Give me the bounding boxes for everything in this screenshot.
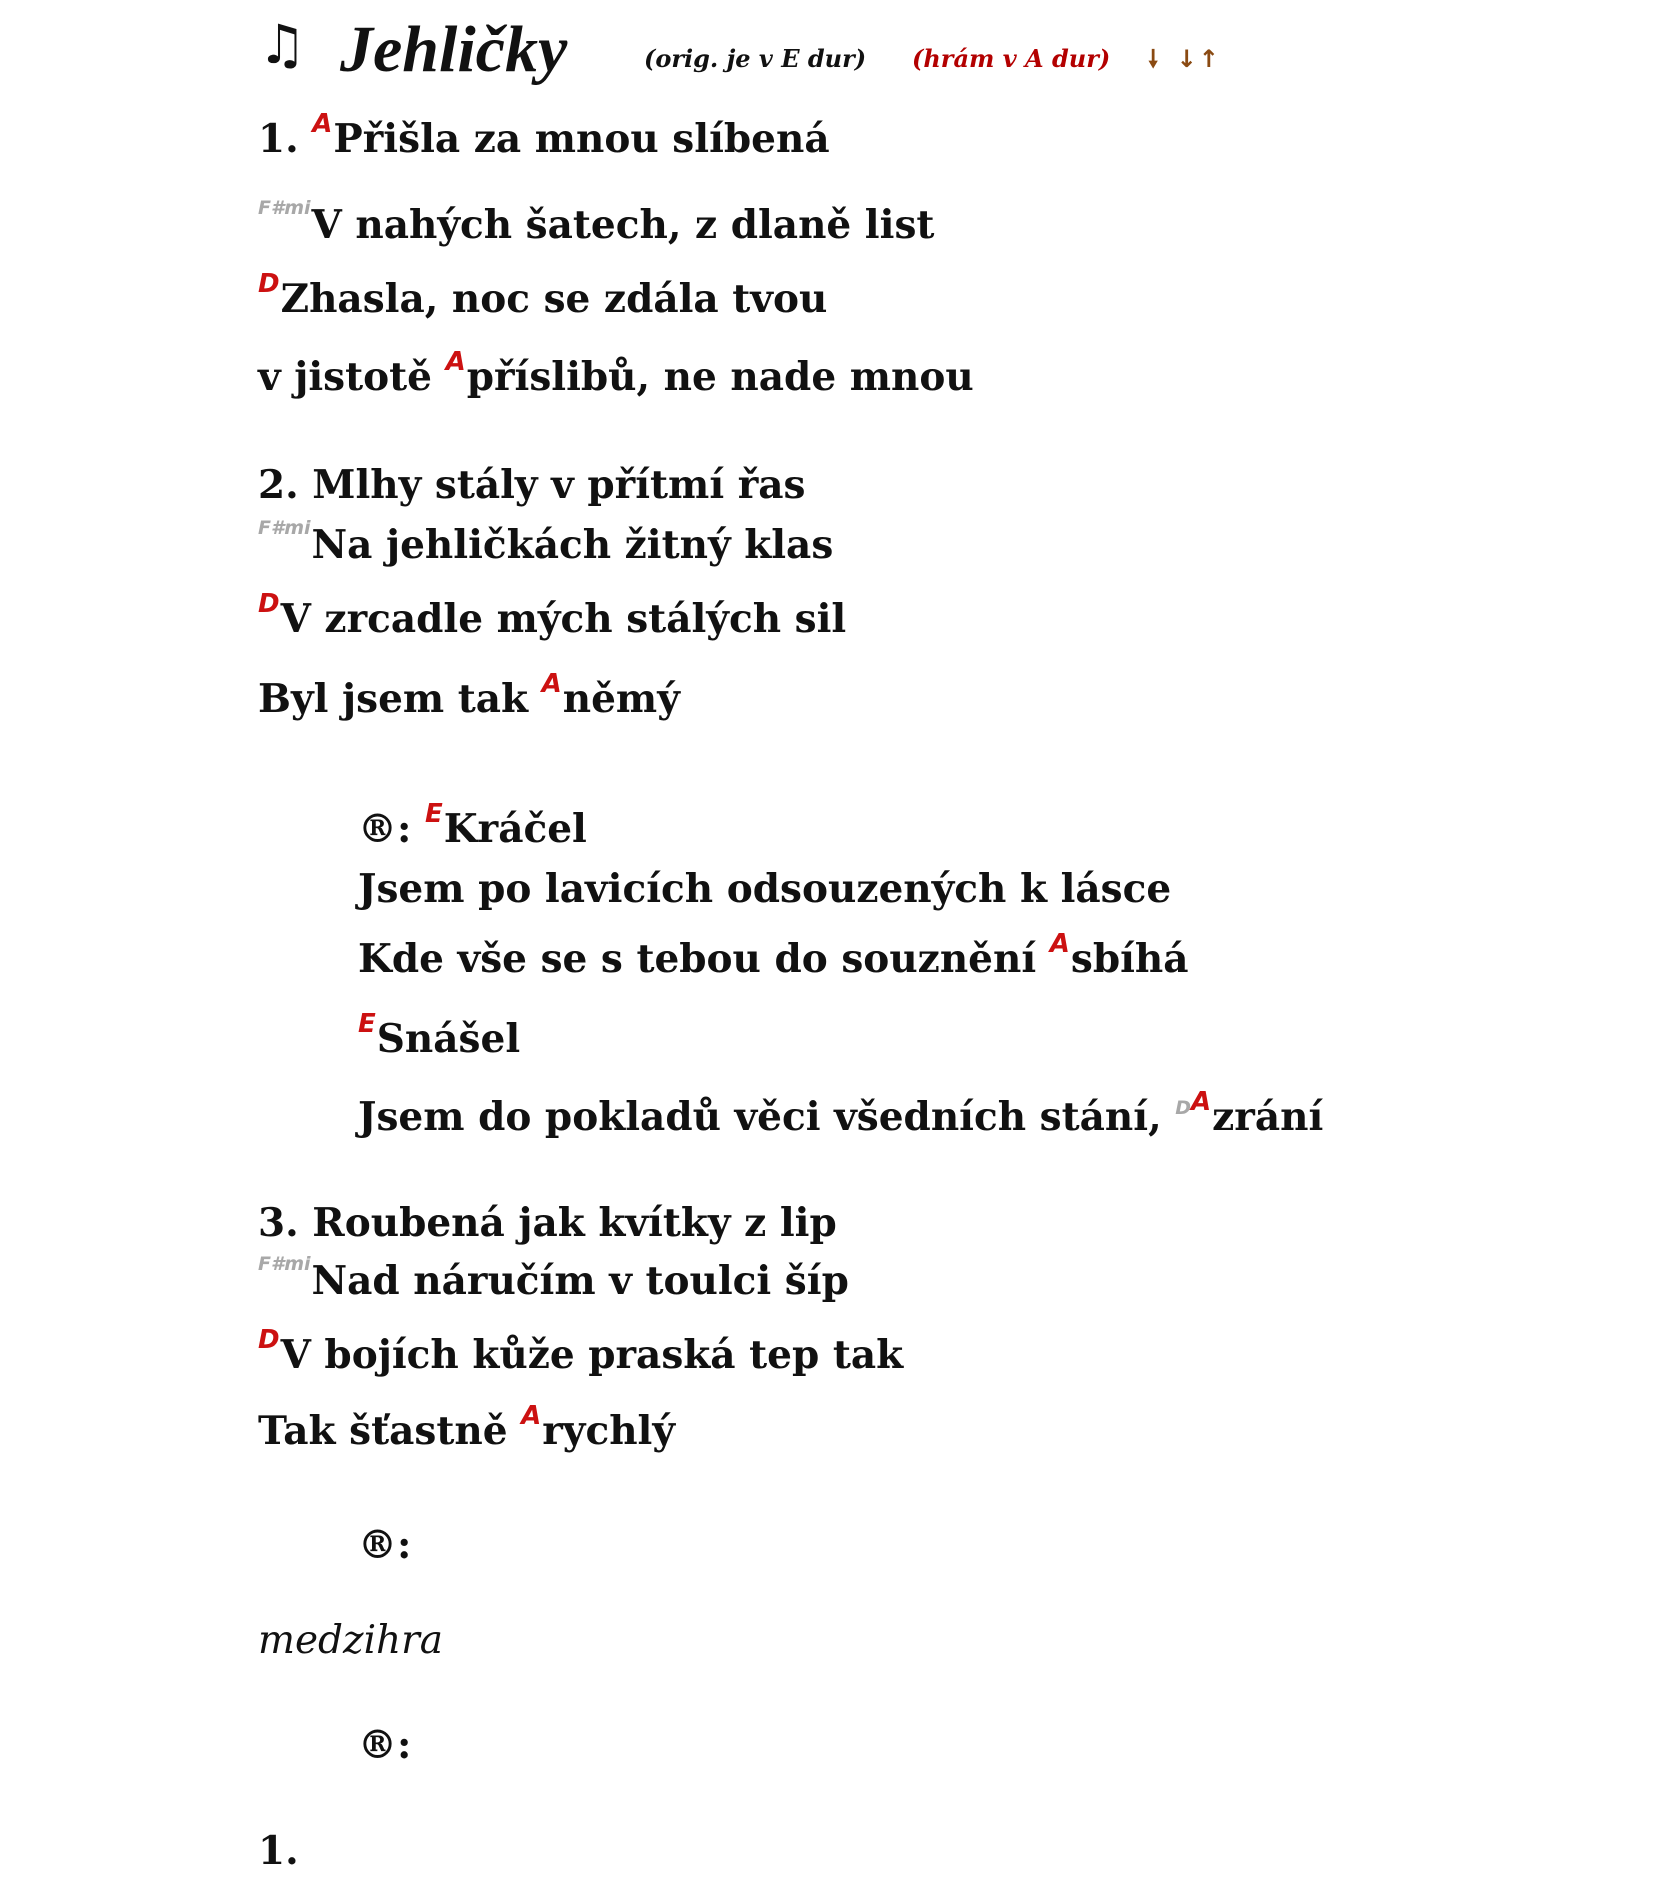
chord: A bbox=[1049, 929, 1070, 959]
verse2-line1 bbox=[258, 462, 806, 508]
chorus-line4 bbox=[358, 1009, 521, 1062]
verse2-line4 bbox=[258, 669, 680, 722]
lyric: příslibů, ne nade mnou bbox=[466, 354, 974, 400]
music-note-icon: ♫ bbox=[258, 13, 307, 76]
chord: A bbox=[312, 109, 333, 139]
transpose-controls bbox=[1148, 42, 1227, 83]
chord: F#mi bbox=[258, 1253, 311, 1275]
lyric: sbíhá bbox=[1070, 936, 1189, 982]
chorus-line2 bbox=[358, 866, 1172, 912]
lyric: 2. Mlhy stály v přítmí řas bbox=[258, 462, 806, 508]
chord: D bbox=[258, 269, 280, 299]
chorus-mark: ®: bbox=[358, 1722, 412, 1768]
lyric: němý bbox=[562, 676, 680, 722]
lyric: 3. Roubená jak kvítky z lip bbox=[258, 1200, 837, 1246]
lyric: V nahých šatech, z dlaně list bbox=[311, 202, 935, 248]
chorus-mark: ®: bbox=[358, 806, 425, 852]
verse1-line3 bbox=[258, 269, 828, 322]
chord: E bbox=[358, 1009, 376, 1039]
chorus-reference bbox=[358, 1722, 412, 1768]
verse1-line1 bbox=[258, 109, 830, 162]
chord: A bbox=[541, 669, 562, 699]
verse-number: 1. bbox=[258, 116, 313, 162]
verse3-line3 bbox=[258, 1325, 904, 1378]
chorus-line5 bbox=[358, 1087, 1324, 1140]
verse3-line2 bbox=[258, 1253, 849, 1304]
lyric: V bojích kůže praská tep tak bbox=[280, 1332, 904, 1378]
chord: A bbox=[521, 1401, 542, 1431]
verse1-line2 bbox=[258, 197, 935, 248]
lyric: Kráčel bbox=[443, 806, 587, 852]
lyric: Jsem do pokladů věci všedních stání, bbox=[358, 1094, 1176, 1140]
lyric: V zrcadle mých stálých sil bbox=[280, 596, 847, 642]
lyric: Zhasla, noc se zdála tvou bbox=[280, 276, 828, 322]
transpose-swap-icon[interactable]: ↓↑ bbox=[1176, 45, 1221, 73]
verse3-line4 bbox=[258, 1401, 676, 1454]
lyric: Byl jsem tak bbox=[258, 676, 542, 722]
transpose-down-icon[interactable]: 🠗 bbox=[1148, 45, 1161, 73]
lyric: Nad náručím v toulci šíp bbox=[311, 1258, 849, 1304]
verse1-line4 bbox=[258, 347, 974, 400]
original-key: (orig. je v E dur) bbox=[644, 44, 867, 73]
chord: F#mi bbox=[258, 197, 311, 219]
lyric: Kde vše se s tebou do souznění bbox=[358, 936, 1050, 982]
chorus-reference bbox=[358, 1522, 412, 1568]
play-key: (hrám v A dur) bbox=[912, 44, 1111, 73]
chord: F#mi bbox=[258, 517, 311, 539]
chord: D bbox=[258, 1325, 280, 1355]
chorus-line1 bbox=[358, 799, 587, 852]
song-title: Jehličky bbox=[340, 13, 568, 86]
verse-reference bbox=[258, 1828, 299, 1874]
chord: A bbox=[445, 347, 466, 377]
chorus-mark: ®: bbox=[358, 1522, 412, 1568]
lyric: rychlý bbox=[542, 1408, 676, 1454]
interlude-label: medzihra bbox=[258, 1618, 444, 1663]
verse3-line1 bbox=[258, 1200, 837, 1246]
lyric: Snášel bbox=[376, 1016, 521, 1062]
verse2-line3 bbox=[258, 589, 847, 642]
chord: A bbox=[1191, 1087, 1212, 1117]
verse-number: 1. bbox=[258, 1828, 299, 1874]
lyric: v jistotě bbox=[258, 354, 446, 400]
chorus-line3 bbox=[358, 929, 1189, 982]
lyric: Tak šťastně bbox=[258, 1408, 522, 1454]
chord: E bbox=[424, 799, 443, 829]
verse2-line2 bbox=[258, 517, 834, 568]
lyric: Na jehličkách žitný klas bbox=[311, 522, 834, 568]
lyric: zrání bbox=[1212, 1094, 1324, 1140]
lyric: Přišla za mnou slíbená bbox=[333, 116, 830, 162]
lyric: Jsem po lavicích odsouzených k lásce bbox=[358, 866, 1172, 912]
chord: D bbox=[258, 589, 280, 619]
chord: D bbox=[1175, 1097, 1192, 1119]
